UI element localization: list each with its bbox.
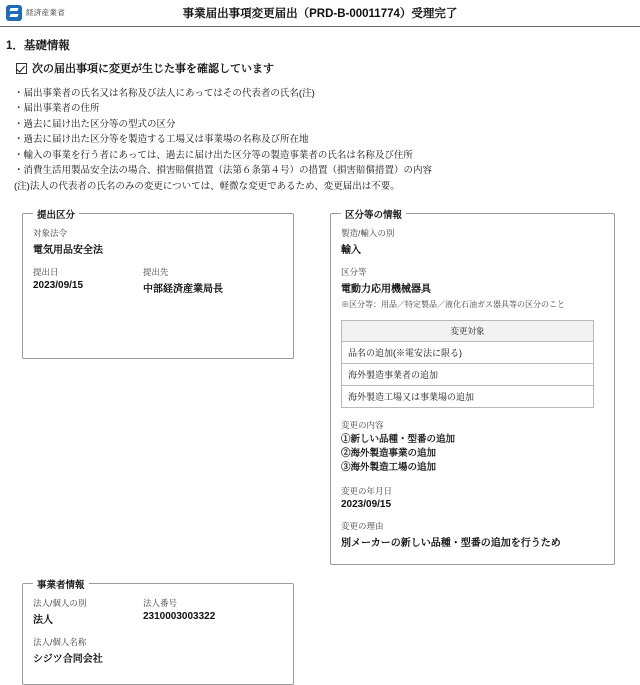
list-item: ・過去に届け出た区分等を製造する工場又は事業場の名称及び所在地 xyxy=(14,134,309,146)
agency-logo xyxy=(0,5,65,21)
confirmation-checkbox-row[interactable] xyxy=(16,60,640,76)
change-date-value: 2023/09/15 xyxy=(341,499,392,511)
list-item: ・輸入の事業を行う者にあっては、過去に届け出た区分等の製造事業者の氏名は名称及び住所 xyxy=(14,149,413,161)
corp-number-label: 法人番号 xyxy=(143,597,178,608)
list-item: ③海外製造工場の追加 xyxy=(341,462,437,474)
business-panel-legend: 事業者情報 xyxy=(37,579,85,591)
change-date-label: 変更の年月日 xyxy=(341,486,393,497)
business-type-row xyxy=(33,597,283,636)
list-item: ②海外製造事業の追加 xyxy=(341,447,437,459)
category-value: 電動力応用機械器具 xyxy=(341,283,431,295)
table-cell: 海外製造工場又は事業場の追加 xyxy=(342,385,594,407)
mfg-import-value: 輸入 xyxy=(341,244,361,256)
submission-dest-value: 中部経済産業局長 xyxy=(143,283,223,295)
page-title: 事業届出事項変更届出（PRD-B-00011774）受理完了 xyxy=(182,8,458,20)
table-row xyxy=(342,385,594,407)
submission-date-value: 2023/09/15 xyxy=(33,279,84,291)
change-target-header: 変更対象 xyxy=(342,320,594,341)
submission-panel-legend: 提出区分 xyxy=(37,209,76,221)
table-cell: 海外製造事業者の追加 xyxy=(342,363,594,385)
submission-dest-label: 提出先 xyxy=(143,266,169,277)
change-items-list xyxy=(14,86,640,195)
change-reason-label: 変更の理由 xyxy=(341,521,384,532)
submission-dest-block xyxy=(143,266,223,305)
table-cell: 品名の追加(※電安法に限る) xyxy=(342,341,594,363)
table-header-row xyxy=(342,320,594,341)
change-content-list xyxy=(341,433,604,476)
list-item: ①新しい品種・型番の追加 xyxy=(341,433,456,445)
section-title: 1．基礎情報 xyxy=(6,40,70,52)
law-label: 対象法令 xyxy=(33,227,68,238)
category-label: 区分等 xyxy=(341,266,367,277)
list-item: ・届出事業者の氏名又は名称及び法人にあってはその代表者の氏名(注) xyxy=(14,88,315,99)
business-name-label: 法人/個人名称 xyxy=(33,636,87,647)
list-item: ・過去に届け出た区分等の型式の区分 xyxy=(14,118,176,130)
page-header xyxy=(0,0,640,27)
list-item: ・消費生活用製品安全法の場合、損害賠償措置（法第６条第４号）の措置（損害賠償措置）の内容 xyxy=(14,164,433,176)
classification-panel-legend: 区分等の情報 xyxy=(345,209,403,221)
entity-type-block xyxy=(33,597,143,636)
agency-name: 経済産業省 xyxy=(26,7,65,17)
meti-logo-icon xyxy=(6,5,22,21)
table-row xyxy=(342,363,594,385)
submission-date-block xyxy=(33,266,143,305)
entity-type-label: 法人/個人の別 xyxy=(33,597,87,608)
business-name-value: シジツ合同会社 xyxy=(33,653,103,665)
entity-type-value: 法人 xyxy=(33,614,53,626)
list-item: ・届出事業者の住所 xyxy=(14,103,100,115)
classification-panel xyxy=(330,207,615,565)
change-reason-value: 別メーカーの新しい品種・型番の追加を行うため xyxy=(341,538,561,550)
confirm-checkbox[interactable] xyxy=(16,63,27,74)
change-target-table xyxy=(341,320,594,408)
table-row xyxy=(342,341,594,363)
business-panel xyxy=(22,577,294,685)
law-value: 電気用品安全法 xyxy=(33,244,103,256)
category-note: ※区分等：用品／特定製品／液化石油ガス器具等の区分のこと xyxy=(341,299,565,309)
submission-date-dest-row xyxy=(33,266,283,305)
mfg-import-label: 製造/輸入の別 xyxy=(341,227,395,238)
list-note: (注)法人の代表者の氏名のみの変更については、軽微な変更であるため、変更届出は不要。 xyxy=(14,181,400,193)
confirm-label: 次の届出事項に変更が生じた事を確認しています xyxy=(32,63,274,75)
corp-number-block xyxy=(143,597,215,636)
submission-date-label: 提出日 xyxy=(33,266,59,277)
corp-number-value: 2310003003322 xyxy=(143,610,216,622)
change-content-label: 変更の内容 xyxy=(341,419,384,430)
submission-panel xyxy=(22,207,294,359)
